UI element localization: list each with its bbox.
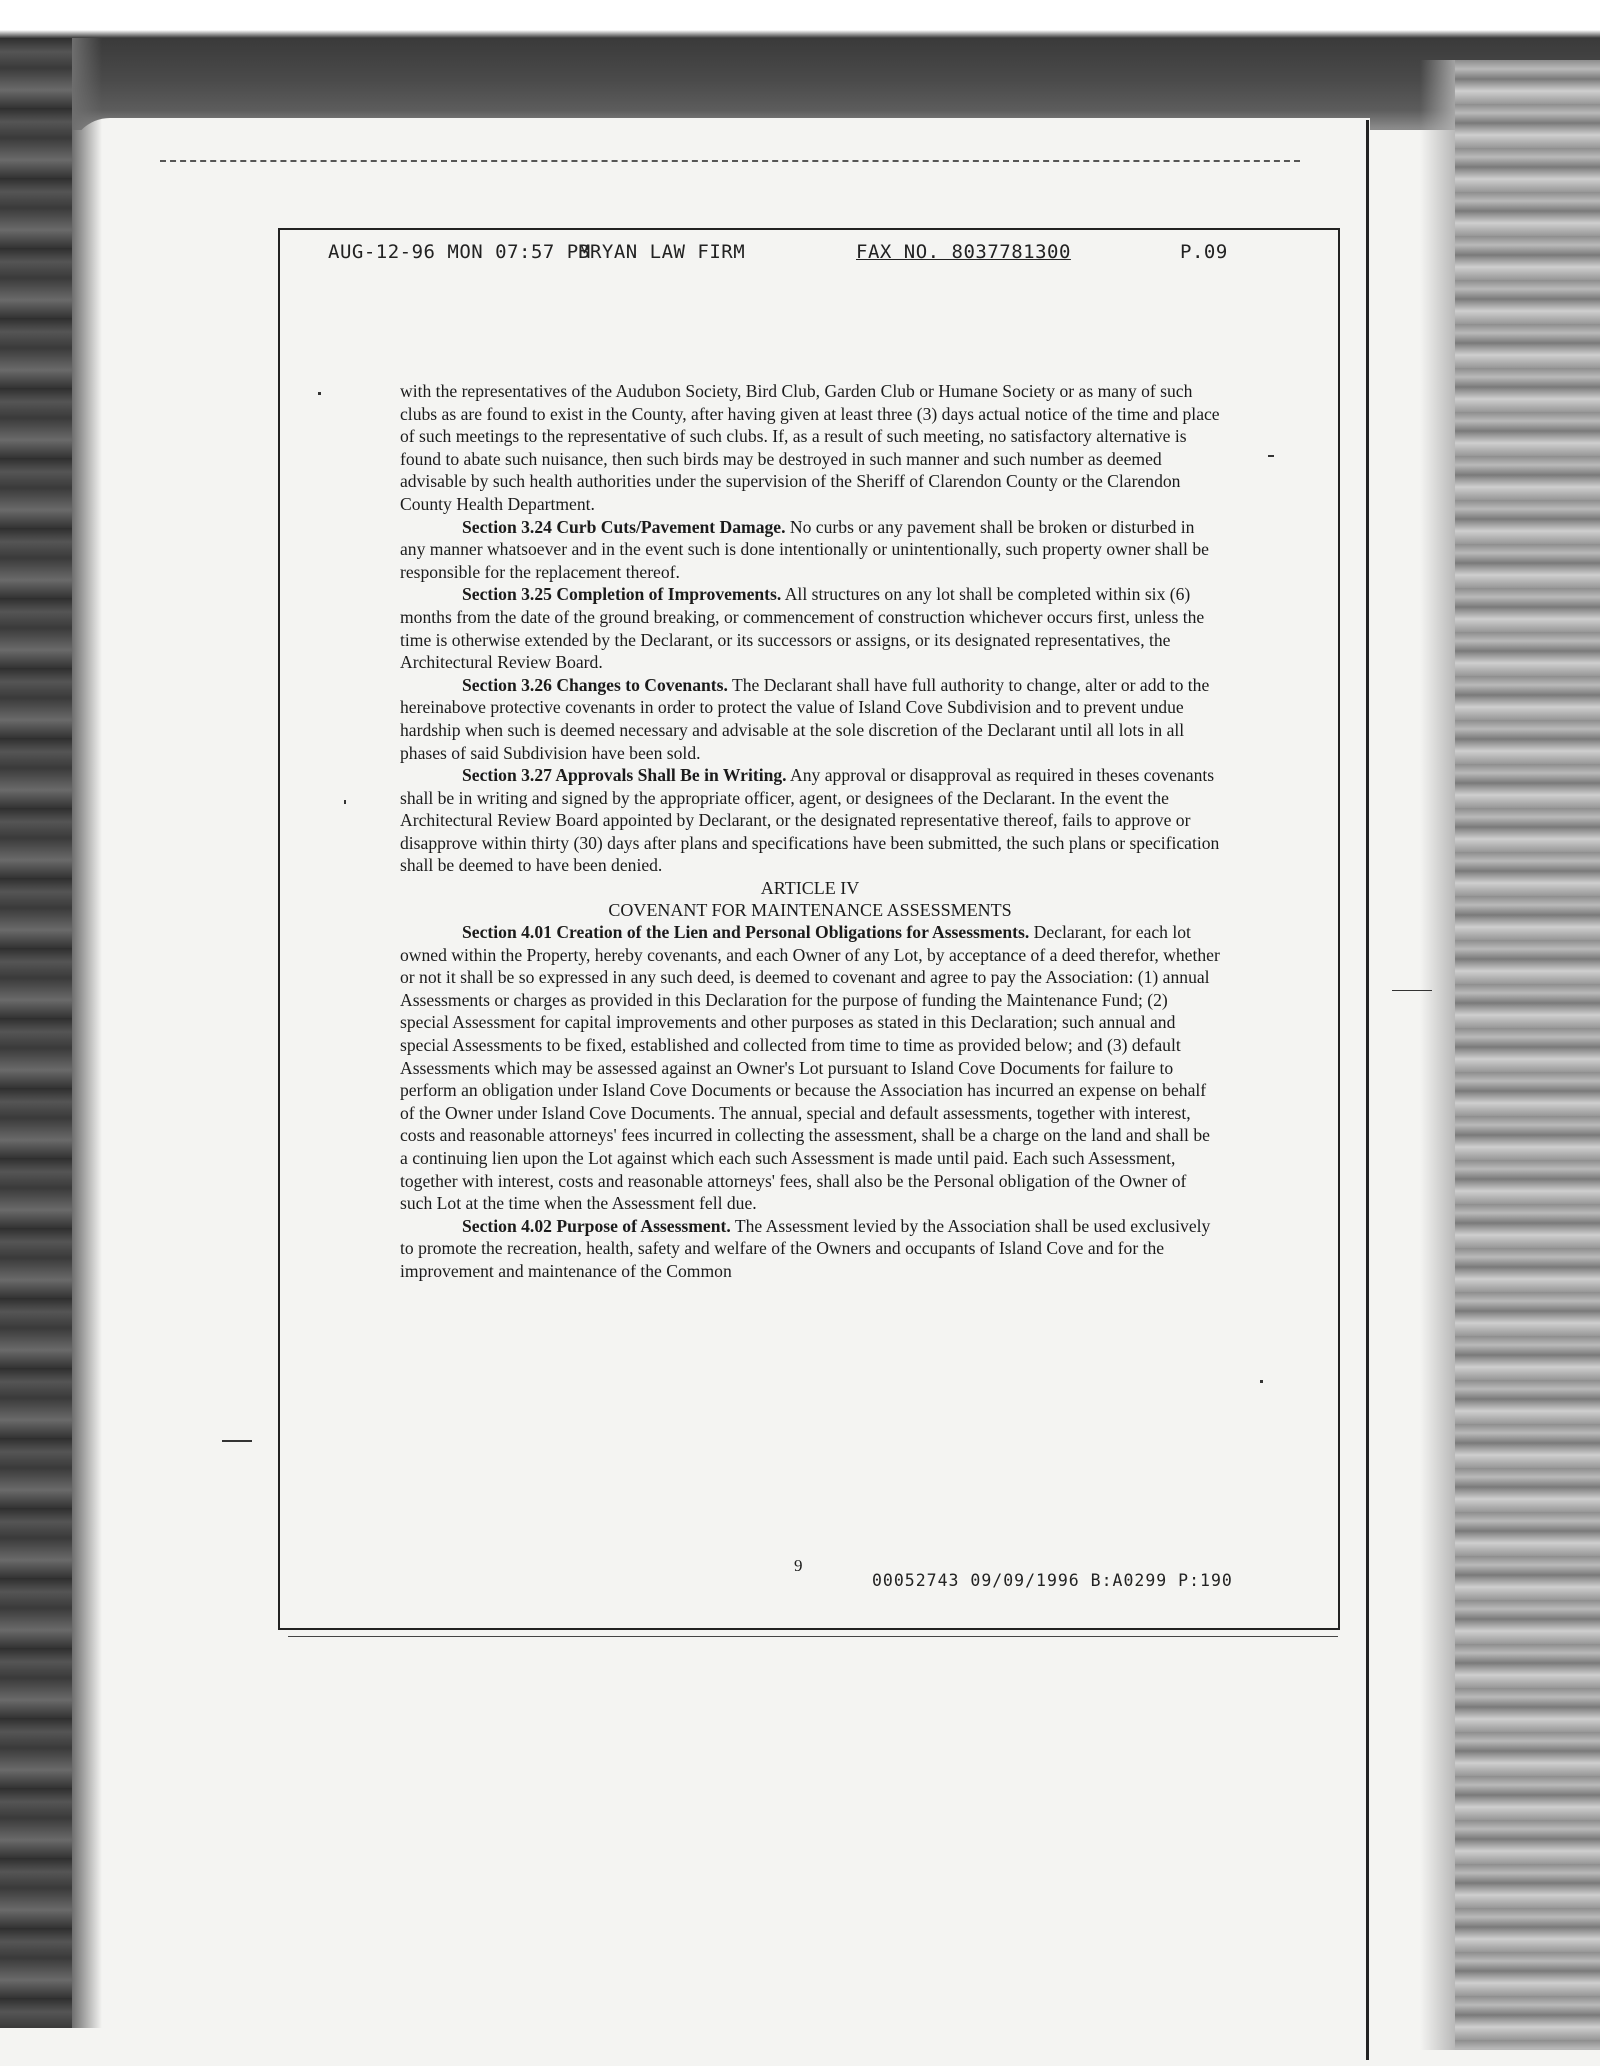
section-3-25 <box>400 583 1220 673</box>
section-heading: Section 3.27 Approvals Shall Be in Writing. <box>462 765 787 786</box>
scan-shadow-left <box>0 38 72 2028</box>
page-number: 9 <box>794 1556 803 1575</box>
section-text: Any approval or disapproval as required in theses covenants shall be in writing and signed by the appropriate officer, agent, or designees of the Declarant. In the event the Architectural Review Board appointed by Declarant, or the designated representative thereof, fails to approve or disapprove within thirty (30) days after plans and specifications have been submitted, the such plans or specification shall be deemed to have been denied. <box>400 765 1220 876</box>
fax-datetime: AUG-12-96 MON 07:57 PM <box>328 241 591 263</box>
article-number: ARTICLE IV <box>760 878 860 899</box>
scan-speck <box>1392 990 1432 991</box>
section-4-01 <box>400 921 1220 1215</box>
scan-speck <box>1260 1380 1263 1383</box>
section-heading: Section 3.24 Curb Cuts/Pavement Damage. <box>462 516 786 537</box>
article-title: COVENANT FOR MAINTENANCE ASSESSMENTS <box>608 900 1012 921</box>
fax-number: FAX NO. 8037781300 <box>856 241 1071 263</box>
fax-bottom-rule-secondary <box>288 1636 1338 1637</box>
document-body <box>400 380 1220 1283</box>
section-3-26 <box>400 674 1220 764</box>
continuation-paragraph: with the representatives of the Audubon Society, Bird Club, Garden Club or Humane Society or as many of such clubs as are found to exist in the County, after having given at least three (3) days actual notice of the time and place of such meetings to the representative of such clubs. If, as a result of such meeting, no satisfactory alternative is found to abate such nuisance, then such birds may be destroyed in such manner and such number as deemed advisable by such health authorities under the supervision of the Sheriff of Clarendon County or the Clarendon County Health Department. <box>400 381 1220 514</box>
section-text: All structures on any lot shall be completed within six (6) months from the date of the ground breaking, or commencement of construction whichever occurs first, unless the time is otherwise extended by the Declarant, or its successors or assigns, or its designated representatives, the Architectural Review Board. <box>400 584 1205 673</box>
section-text: No curbs or any pavement shall be broken or disturbed in any manner whatsoever and in the event such is done intentionally or unintentionally, such property owner shall be responsible for the replacement thereof. <box>400 516 1209 582</box>
section-text: Declarant, for each lot owned within the Property, hereby covenants, and each Owner of any Lot, by acceptance of a deed therefor, whether or not it shall be so expressed in any such deed, is deemed to covenant and agree to pay the Association: (1) annual Assessments or charges as provided in this Declaration for the purpose of funding the Maintenance Fund; (2) special Assessment for capital improvements and other purposes as stated in this Declaration; such annual and special Assessments to be fixed, established and collected from time to time as provided below; and (3) default Assessments which may be assessed against an Owner's Lot pursuant to Island Cove Documents for failure to perform an obligation under Island Cove Documents or because the Association has incurred an expense on behalf of the Owner under Island Cove Documents. The annual, special and default assessments, together with interest, costs and reasonable attorneys' fees incurred in collecting the assessment, shall be a charge on the land and shall be a continuing lien upon the Lot against which each such Assessment is made until paid. Each such Assessment, together with interest, costs and reasonable attorneys' fees, shall also be the Personal obligation of the Owner of such Lot at the time when the Assessment fell due. <box>400 922 1220 1214</box>
section-heading: Section 3.25 Completion of Improvements. <box>462 584 782 605</box>
section-heading: Section 4.02 Purpose of Assessment. <box>462 1215 731 1236</box>
scan-speck <box>1268 455 1274 457</box>
section-text: The Declarant shall have full authority to change, alter or add to the hereinabove protective covenants in order to protect the value of Island Cove Subdivision and to prevent undue hardship when such is deemed necessary and advisable at the sole discretion of the Declarant until all lots in all phases of said Subdivision have been sold. <box>400 674 1210 763</box>
scan-shadow-right <box>1455 60 1600 2050</box>
scan-shadow-left-fade <box>72 38 102 2028</box>
fax-header <box>328 241 1228 271</box>
fax-top-rule <box>160 160 1300 162</box>
scan-speck <box>222 1440 252 1442</box>
scan-speck <box>344 800 346 804</box>
section-3-24 <box>400 516 1220 584</box>
page-edge-line <box>1366 120 1369 2060</box>
section-heading: Section 4.01 Creation of the Lien and Personal Obligations for Assessments. <box>462 922 1030 943</box>
scan-shadow-top <box>0 0 1600 130</box>
paper-edge <box>70 118 1370 178</box>
section-text: The Assessment levied by the Association shall be used exclusively to promote the recreation, health, safety and welfare of the Owners and occupants of Island Cove and for the improvement and maintenance of the Common <box>400 1215 1211 1281</box>
scan-shadow-right-fade <box>1420 60 1460 2050</box>
record-stamp: 00052743 09/09/1996 B:A0299 P:190 <box>872 1571 1233 1590</box>
scan-speck <box>318 392 321 395</box>
fax-sender: BRYAN LAW FIRM <box>578 241 746 263</box>
section-heading: Section 3.26 Changes to Covenants. <box>462 674 728 695</box>
fax-bottom-rule <box>278 1628 1338 1630</box>
section-3-27 <box>400 764 1220 877</box>
fax-page: P.09 <box>1180 241 1228 263</box>
section-4-02 <box>400 1215 1220 1283</box>
